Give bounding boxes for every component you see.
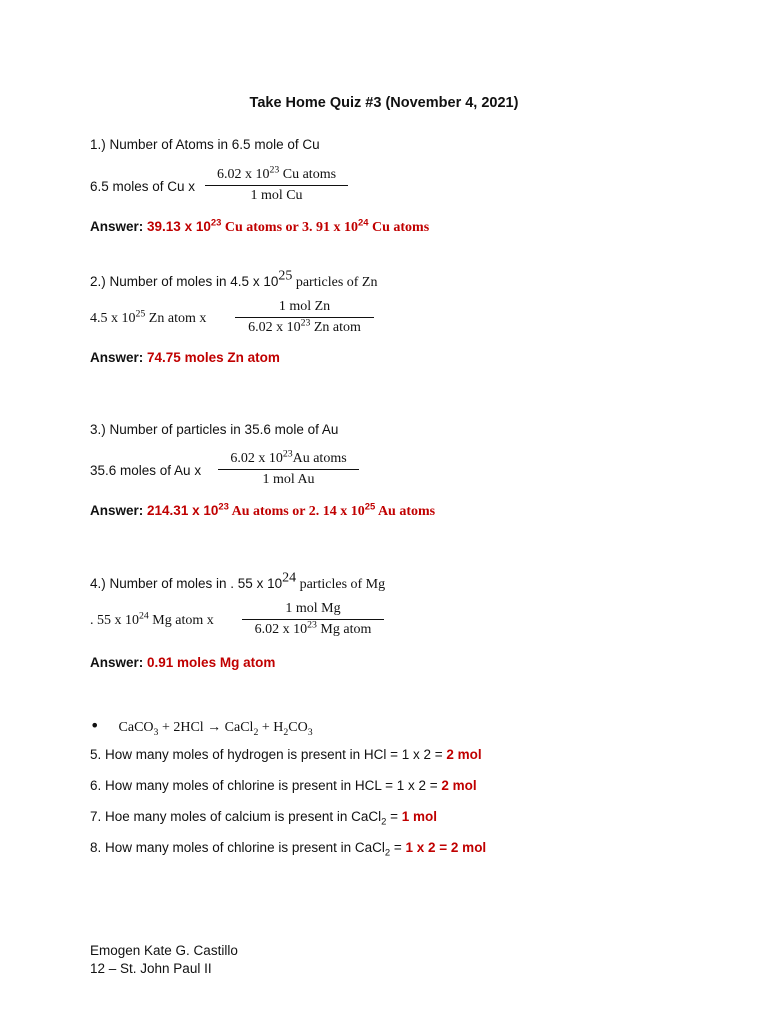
q1-fraction [205,164,348,204]
q1-denominator: 1 mol Cu [250,188,303,203]
answer-4 [90,655,275,670]
question-6: 6. How many moles of chlorine is present in HCL = 1 x 2 = 2 mol [90,778,477,793]
q3-numerator: 6.02 x $10^{23}Au$ atoms [218,451,359,470]
answer-7-value: 1 mol [401,809,438,824]
q4-fraction [242,601,384,638]
q1-lhs: 6.5 moles of Cu x [90,179,196,194]
q2-denominator: 6.02 x $10^{23}$ Zn atom [248,317,361,335]
page-title: Take Home Quiz #3 (November 4, 2021) [249,95,519,111]
q1-numerator: 6.02 x $10^{23}$ Cu atoms [205,167,348,186]
bullet-icon: • [90,716,100,735]
answer-label: Answer: [90,350,144,365]
chemical-equation: • CaCO$_3$ + 2HCl → CaCl$_2$ + $H_2CO_3$ [90,716,313,738]
q4-denominator: 6.02 x $10^{23}$ Mg atom [254,619,372,637]
answer-label: Answer: [90,655,144,670]
question-7: 7. Hoe many moles of calcium is present in CaCl$_2$ = 1 mol [90,809,438,828]
answer-label: Answer: [90,219,144,234]
q3-lhs: 35.6 moles of Au x [90,463,202,478]
q4-lhs: . 55 x $10^{24}$ Mg atom x [90,610,214,628]
student-name: Emogen Kate G. Castillo [90,943,238,958]
student-section: 12 – St. John Paul II [90,961,212,976]
question-5: 5. How many moles of hydrogen is present in HCl = 1 x 2 = 2 mol [90,747,482,762]
answer-6-value: 2 mol [441,778,477,793]
q2-lhs: 4.5 x $10^{25}$ Zn atom x [90,308,207,326]
q2-fraction [235,299,374,336]
q4-numerator: 1 mol Mg [242,601,384,620]
question-3: 3.) Number of particles in 35.6 mole of Au [90,422,339,437]
answer-4-value: 0.91 moles Mg atom [147,655,276,670]
answer-1-value: 39.13 x $10^{23}$ Cu atoms or 3. 91 x $10^{24}$ Cu atoms [147,217,430,235]
answer-label: Answer: [90,503,144,518]
answer-1 [90,219,429,236]
question-1: 1.) Number of Atoms in 6.5 mole of Cu [90,137,320,152]
q3-fraction [218,448,359,488]
answer-3-value: 214.31 x $10^{23}$ Au atoms or 2. 14 x $10^{25}$ Au atoms [147,501,436,519]
question-4: 4.) Number of moles in . 55 x $10^{24}$ particles of Mg [90,570,386,592]
answer-5-value: 2 mol [446,747,482,762]
answer-2-value: 74.75 moles Zn atom [147,350,280,365]
question-2: 2.) Number of moles in 4.5 x $10^{25}$ particles of Zn [90,268,378,290]
question-8: 8. How many moles of chlorine is present in CaCl$_2$ = 1 x 2 = 2 mol [90,840,487,859]
q2-numerator: 1 mol Zn [235,299,374,318]
q3-denominator: 1 mol Au [262,472,315,487]
answer-2 [90,350,280,365]
answer-3 [90,503,435,520]
answer-8-value: 1 x 2 = 2 mol [405,840,487,855]
